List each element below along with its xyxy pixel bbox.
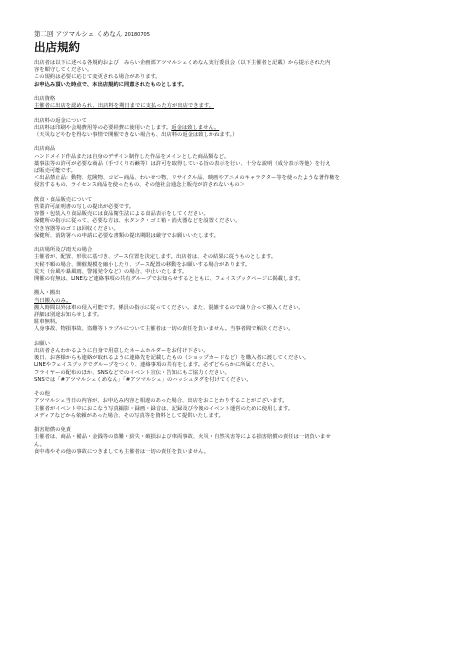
section-heading: 出店資格 xyxy=(34,96,56,102)
section-heading: お願い xyxy=(34,340,50,347)
section-heading: 損害賠償の免責 xyxy=(34,427,72,434)
section-line: 容器・包装入り食品販売には食品衛生法による食品表示をしてください。 xyxy=(34,211,209,218)
refund-section xyxy=(34,118,454,140)
section-line: 主催者に出店を認められ、出店料を期日までに支払った方が出店できます。 xyxy=(34,103,214,110)
intro-line: 出店者は以下に述べる各規約および みらい企画部アツマルシェくめなん実行委員会（以下主催者と記載）から提示された内 xyxy=(34,60,331,66)
section-line: 当日搬入のみ。 xyxy=(34,297,72,304)
section-line: 侵害するもの、ライセンス商品を使ったもの、その他社会通念上販売が許されないもの＞ xyxy=(34,182,245,189)
section-heading: 飲食・食品販売について xyxy=(34,196,93,203)
intro-section xyxy=(34,60,454,89)
event-name: アツマルシェ xyxy=(55,30,95,38)
intro-line: この規約は必要に応じて変更される場合があります。 xyxy=(34,74,161,81)
other-section xyxy=(34,391,454,420)
refund-text: 出店料は印刷や会場費用等の必要経費に使用いたします。 xyxy=(34,124,172,131)
section-line: フライヤーの配布のほか、SNSなどでのイベント宣伝・告知にもご協力ください。 xyxy=(34,369,230,376)
section-line: ん。 xyxy=(34,441,45,448)
section-line: 主催者が、配置、形状に基づき、ブース位置を決定します。出店者は、その結果に従うものとします。 xyxy=(34,254,277,261)
section-line: ＜出品禁止品：動物、危険物、コピー商品、わいせつ物、リサイクル品、映画やアニメのキャラクター等を使ったような著作権を xyxy=(34,175,340,182)
section-line: 食中毒やその他の事故につきましても主催者は一切の責任を負いません。 xyxy=(34,448,210,455)
section-line: メディアなどから依頼があった場合、その写真等を資料として提供いたします。 xyxy=(34,412,224,419)
section-line: 駐車無料。 xyxy=(34,319,61,326)
requests-section xyxy=(34,341,454,384)
section-heading: 出店場所及び雨天の場合 xyxy=(34,247,93,254)
section-line: 主催者は、商品・備品・金銭等の盗難・紛失・破損および車両事故、火災・自然災害等による損害賠償の責任は一切負いませ xyxy=(34,434,331,441)
section-line: 搬入時間以外は車の侵入可能です。係員の指示に従ってください。また、混雑するので譲り合って搬入ください。 xyxy=(34,304,304,311)
section-line: 空き容器等のゴミは回収ください。 xyxy=(34,225,119,232)
section-heading: 出店料の返金について xyxy=(34,117,87,124)
section-line: 出店者さんわかるように自身で用意したネームホルダーをお付け下さい。 xyxy=(34,348,209,355)
section-line: 人身事故、物損事故、盗難等トラブルについて主催者は一切の責任を負いません。当事者間で解決ください。 xyxy=(34,326,294,333)
section-line: 天候不順の場合、開催規模を縮小したり、ブース配置の移動をお願いする場合があります。 xyxy=(34,261,251,268)
intro-line: 容を順守してください。 xyxy=(34,67,93,74)
liability-section xyxy=(34,427,454,456)
document-date: 20180705 xyxy=(124,32,150,38)
section-line: 荒天（台風や暴風雨、警報発令など）の場合、中止いたします。 xyxy=(34,268,188,275)
section-line: 営業許可証明書の写しの提出が必要です。 xyxy=(34,204,135,210)
section-line: 後日、お客様からも連絡が取れるように連絡先を記載したもの（ショップカードなど）を購入者に渡してください。 xyxy=(34,355,310,362)
section-heading: 出店商品 xyxy=(34,146,56,153)
section-heading: その他 xyxy=(34,391,50,398)
section-line: 主催者がイベント中におこなう写真撮影・録画・録音は、記録及び今後のイベント運営のために使用します。 xyxy=(34,405,294,412)
section-line: （天災などやむを得ない事情で開催できない場合も、出店料の返金は致しかねます。） xyxy=(34,132,238,138)
section-heading: 搬入・搬出 xyxy=(34,290,61,297)
section-line: LINEやフェイスブックでグループをつくり、連絡事項の共有をします。必ずどちらかに所属ください。 xyxy=(34,362,278,369)
intro-agreement: お申込み頂いた時点で、本出店規約に同意されたものとします。 xyxy=(34,81,188,88)
section-line: 保健所の指示に従って、必要な方は、水タンク・ゴミ箱・消火器などを設置ください。 xyxy=(34,218,241,225)
document-page xyxy=(34,30,454,456)
section-line: 詳細は別途お知らせします。 xyxy=(34,312,103,319)
place-name: くめなん xyxy=(96,30,123,38)
qualification-section xyxy=(34,96,454,110)
no-refund-notice: 返金は致しません。 xyxy=(171,124,220,131)
food-section xyxy=(34,197,454,240)
section-line: 開催の有無は、LINEなど連絡事項の共有グループでお知らせするとともに、フェイスブックページに掲載します。 xyxy=(34,276,304,283)
section-line: ば販売可能です。 xyxy=(34,168,76,174)
series-label: 第二回 xyxy=(34,30,54,38)
goods-section xyxy=(34,146,454,189)
section-line: 薬事法等の許可が必要な商品（手づくり石鹸等）は許可を取得している旨の表示を行い、十分な説明（成分表示等他）を行え xyxy=(34,160,331,167)
section-line: 保健所、消防署への申請に必要な書類の提出期限は厳守でお願いいたします。 xyxy=(34,232,219,239)
section-line: アツマルシェ当日の内容が、お申込み内容と相違のあった場合、出店をおことわりすることがございます。 xyxy=(34,398,288,405)
setup-section xyxy=(34,290,454,333)
location-section xyxy=(34,247,454,283)
section-line: SNSでは「#アツマルシェくめなん」「#アツマルシェ」のハッシュタグを付けてください。 xyxy=(34,376,252,383)
section-line: ハンドメイド作品または自身のデザイン制作した作品をメインとした商品類など。 xyxy=(34,153,230,160)
page-title: 出店規約 xyxy=(34,40,80,54)
section-line xyxy=(34,125,454,132)
document-header xyxy=(34,30,454,40)
